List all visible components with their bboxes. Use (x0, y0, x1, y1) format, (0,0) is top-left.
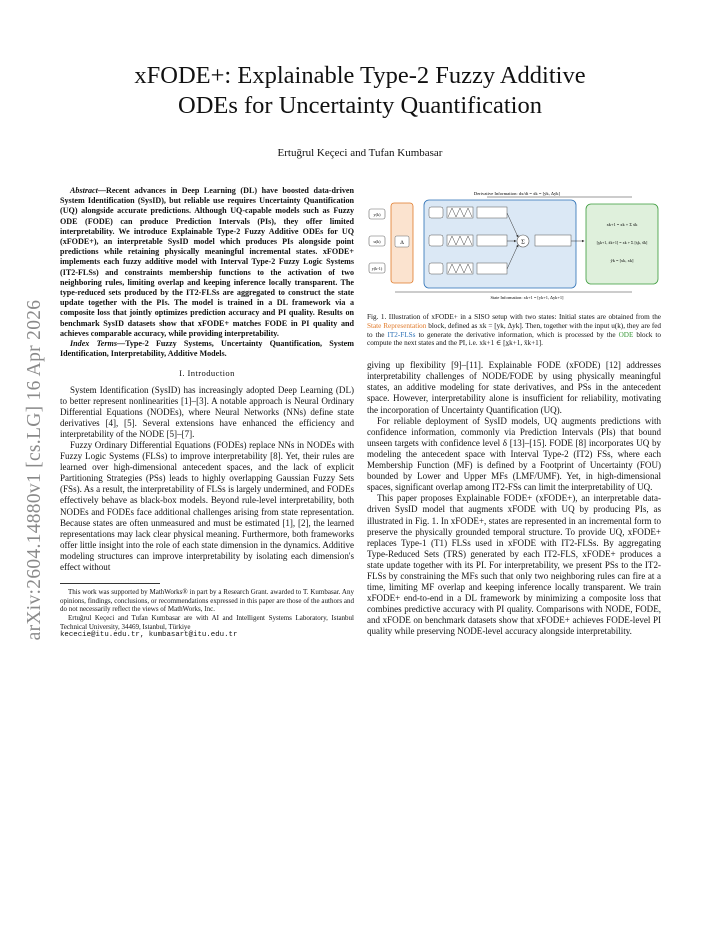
arxiv-identifier (20, 250, 50, 690)
input-uk (369, 236, 385, 246)
footnote-emails: kececie@itu.edu.tr, kumbasart@itu.edu.tr (60, 631, 238, 640)
caption-it2-fls: IT2-FLSs (387, 330, 416, 339)
derivative-info-label: Derivative Information: dx/dt = ẋk = [ẏk, Δẏk] (473, 191, 561, 196)
footnote-affiliation: Ertuğrul Keçeci and Tufan Kumbasar are with AI and Intelligent Systems Laboratory, Istanbul Technical University, 34469, Istanbul, Türkiye (60, 613, 354, 631)
right-paragraph-3: This paper proposes Explainable FODE+ (xFODE+), an interpretable data-driven SysID model that augments xFODE with UQ by producing PIs, as illustrated in Fig. 1. In xFODE+, states are represented in an incremental form to preserve the physically grounded temporal structure. To provide UQ, xFODE+ replaces Type-1 (T1) FLSs used in xFODE with IT2-FLSs. By aggregating Type-Reduced Sets (TRS) generated by each IT2-FLS, xFODE+ produces a state update together with its PI. For interpretability, we present PSs to the IT2-FLSs by constraining the MFs such that only two neighboring rules can fire at a time, limiting MF overlap and keeping inference locally transparent. We train xFODE+ end-to-end in a DL framework by minimizing a composite loss that combines predictive accuracy with PI quality. Comparisons with NODE, FODE, and xFODE on benchmark datasets show that xFODE+ achieves FODE-level PI quality while preserving NODE-level accuracy alongside interpretability. (367, 493, 661, 637)
abstract (60, 186, 354, 339)
caption-mid-1: block, defined as xk = [yk, Δyk]. Then, together with the input u(k), they are fed to the (367, 321, 661, 339)
svg-text:Δ: Δ (400, 240, 404, 246)
svg-text:y(k): y(k) (373, 212, 381, 217)
intro-paragraph-2: Fuzzy Ordinary Differential Equations (FODEs) replace NNs in NODEs with Fuzzy Logic Systems (FLSs) to improve interpretability [8]. Yet, their rules are learned over high-dimensional antecedent spaces, and the lack of explicit Partitioning Strategies (PSs) leads to highly overlapping Gaussian Fuzzy Sets (FSs). As a result, the interpretability of FLSs is largely undermined, and FODEs effectively behave as black-box models. Beyond rule-level interpretability, both NODEs and FODEs face additional challenges arising from state representation. Because states are often unmeasured and must be estimated [1], [2], the learned representations may lack clear physical meaning. Furthermore, both frameworks offer little insight into the role of each state dimension in the dynamics. Additive modeling structures can improve interpretability by isolating each dimension's effect without (60, 440, 354, 573)
abstract-label: Abstract (70, 186, 98, 195)
xfode-diagram (367, 186, 661, 304)
caption-mid-2: to generate the derivative information, which is processed by the (415, 330, 619, 339)
footnote-divider (60, 583, 160, 584)
svg-text:u(k): u(k) (373, 239, 381, 244)
aggregated-output-box (535, 235, 571, 246)
abstract-text: —Recent advances in Deep Learning (DL) have boosted data-driven System Identification (SysID), but reliable use requires Uncertainty Quantification (UQ) alongside accurate predictions. Although UQ-capable models such as Fuzzy ODE (FODE) can produce Prediction Intervals (PIs), they offer limited interpretability. We introduce Explainable Type-2 Fuzzy Additive ODEs for UQ (xFODE+), an interpretable SysID model which produces PIs alongside point predictions while retaining physically meaningful incremental states. xFODE+ implements each fuzzy additive model with Interval Type-2 Fuzzy Logic Systems (IT2-FLSs) and constraints membership functions to the activation of two neighboring rules, limiting overlap and keeping inference locally transparent. The type-reduced sets produced by the IT2-FLSs are aggregated to construct the state update together with the PIs. The model is trained in a DL framework via a composite loss that jointly optimizes prediction accuracy and PI quality. Results on benchmark SysID datasets show that xFODE+ matches FODE in PI quality and achieves comparable accuracy, while providing interpretability. (60, 186, 354, 338)
ode-equation-3: ŷk = [xk, xk] (610, 258, 634, 263)
ode-equation-1: xk+1 = xk + Σ ẋk (606, 222, 638, 227)
input-yk (369, 209, 385, 219)
index-terms-label: Index Terms (70, 339, 117, 349)
section-heading: I. Introduction (179, 368, 235, 379)
caption-suffix: block to compute the next states and the PI, i.e. xk+1 ∈ [x̲k+1, x̄k+1]. (367, 330, 661, 348)
right-paragraph-1: giving up flexibility [9]–[11]. Explainable FODE (xFODE) [12] addresses interpretability challenges of NODE/FODE by using physically meaningful states, an additive modeling for state derivatives, and PSs in the antecedent space. However, interpretability alone is insufficient for reliability, motivating the incorporation of Uncertainty Quantification (UQ). (367, 360, 661, 415)
svg-text:y(k-1): y(k-1) (371, 266, 383, 271)
title-line-2: ODEs for Uncertainty Quantification (178, 92, 542, 119)
title-line-1: xFODE+: Explainable Type-2 Fuzzy Additive (134, 62, 586, 89)
summation-node (517, 235, 529, 247)
left-column (60, 186, 354, 640)
fls-row-3 (429, 263, 507, 274)
right-paragraph-2: For reliable deployment of SysID models, UQ augments predictions with confidence information, commonly via Prediction Intervals (PIs) that bound unseen targets with confidence level δ [13]–[15]. FODE [8] incorporates UQ by modeling the antecedent space with Interval Type-2 (IT2) FSs, where each Membership Function (MF) is defined by a Footprint of Uncertainty (FOU) bounded by Lower and Upper MFs (LMF/UMF). Yet, in high-dimensional spaces, significant overlap among IT2-FSs can limit the interpretability of UQ. (367, 415, 661, 493)
index-terms (60, 339, 354, 359)
footnote-funding: This work was supported by MathWorks® in part by a Research Grant. awarded to T. Kumbasar. Any opinions, findings, conclusions, or recommendations expressed in this paper are those of the authors and do not necessarily reflect the views of MathWorks, Inc. (60, 588, 354, 614)
right-column (367, 186, 661, 638)
index-terms-text: —Type-2 Fuzzy Systems, Uncertainty Quantification, System Identification, Interpretability, Additive Models. (60, 339, 354, 359)
figure-1-caption (367, 313, 661, 348)
caption-prefix: Fig. 1. Illustration of xFODE+ in a SISO setup with two states: Initial states are obtained from the (367, 313, 661, 321)
delta-operator (395, 236, 409, 247)
intro-paragraph-1: System Identification (SysID) has increasingly adopted Deep Learning (DL) to better represent nonlinearities [1]–[3]. A notable approach is Neural Ordinary Differential Equations (NODEs), where Neural Networks (NNs) define state derivatives [4], [5]. Several extensions have enhanced the efficiency and interpretability of the NODE [5]–[7]. (60, 384, 354, 439)
caption-state-representation: State Representation (367, 321, 427, 330)
state-info-label: State Information: xk+1 = [yk+1, Δyk+1] (490, 295, 564, 300)
author-list: Ertuğrul Keçeci and Tufan Kumbasar (277, 147, 443, 159)
paper-title (60, 61, 660, 121)
input-yk-minus-1 (369, 263, 385, 273)
svg-text:Σ: Σ (521, 238, 525, 246)
arxiv-identifier-text: arXiv:2604.14880v1 [cs.LG] 16 Apr 2026 (24, 299, 45, 641)
figure-1 (367, 186, 661, 304)
fls-row-2 (429, 235, 507, 246)
fls-row-1 (429, 207, 507, 218)
ode-equation-2: [x̲k+1, x̄k+1] = xk + Σ [ẋ̲k, ẋ̄k] (596, 240, 648, 245)
caption-ode: ODE (618, 330, 634, 339)
